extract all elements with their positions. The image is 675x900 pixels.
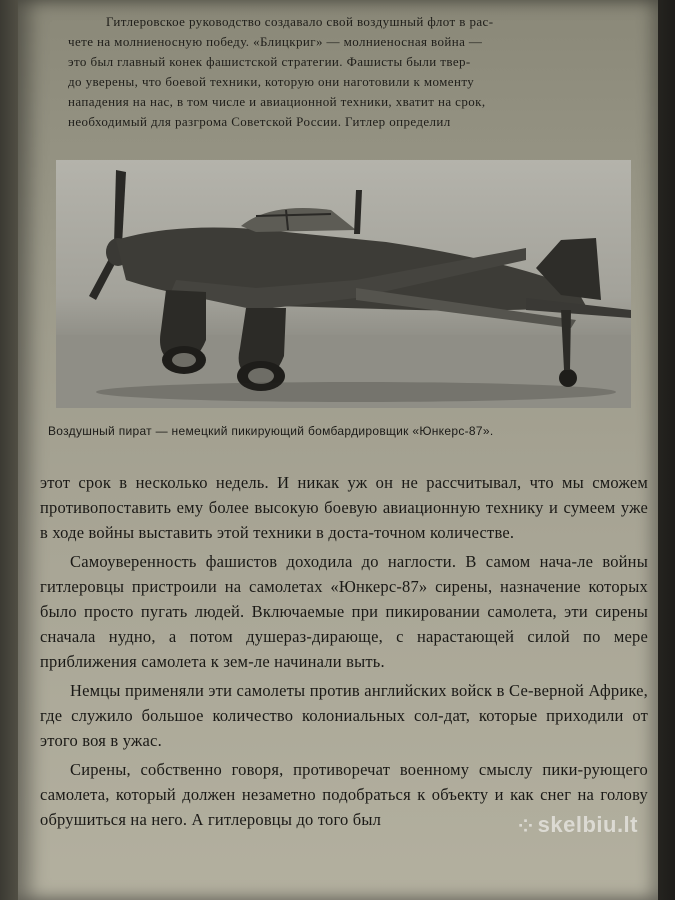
- paragraph: Немцы применяли эти самолеты против английских войск в Се-верной Африке, где служило большое количество колониальных сол-дат, которые приходили от этого воя в ужас.: [40, 681, 648, 750]
- text-line: до уверены, что боевой техники, которую они наготовили к моменту: [68, 74, 475, 89]
- watermark-logo-icon: ⁘: [518, 816, 534, 836]
- book-page: [18, 0, 658, 900]
- text-line: Гитлеровское руководство создавало свой воздушный флот в рас-: [106, 14, 494, 29]
- site-watermark: [518, 812, 638, 838]
- main-text: [40, 470, 648, 836]
- text-line: это был главный конек фашистской стратегии. Фашисты были твер-: [68, 54, 471, 69]
- paragraph: этот срок в несколько недель. И никак уж он не рассчитывал, что мы сможем противопоставить ему более высокую боевую авиационную технику и сумеем уже в ходе войны выставить этой техники в доста-точном количестве.: [40, 473, 648, 542]
- text-line: необходимый для разгрома Советской России. Гитлер определил: [68, 114, 451, 129]
- paragraph: Самоуверенность фашистов доходила до наглости. В самом нача-ле войны гитлеровцы пристроили на самолетах «Юнкерс-87» сирены, назначение которых было просто пугать людей. Включаемые при пикировании самолета, эти сирены сначала нудно, а потом душераз-дирающе, с нарастающей силой по мере приближения самолета к зем-ле начинали выть.: [40, 552, 648, 671]
- watermark-text: skelbiu.lt: [537, 812, 638, 837]
- aircraft-photo: [56, 160, 631, 408]
- paragraph: Сирены, собственно говоря, противоречат военному смыслу пики-рующего самолета, который должен незаметно подобраться к объекту и как снег на голову обрушиться на него. А гитлеровцы до того был: [40, 760, 648, 829]
- text-line: чете на молниеносную победу. «Блицкриг» — молниеносная война —: [68, 34, 483, 49]
- figure-caption: Воздушный пират — немецкий пикирующий бомбардировщик «Юнкерс-87».: [48, 424, 494, 438]
- junkers-87-illustration: [56, 160, 631, 408]
- text-line: нападения на нас, в том числе и авиационной техники, хватит на срок,: [68, 94, 486, 109]
- top-paragraph: [68, 12, 618, 132]
